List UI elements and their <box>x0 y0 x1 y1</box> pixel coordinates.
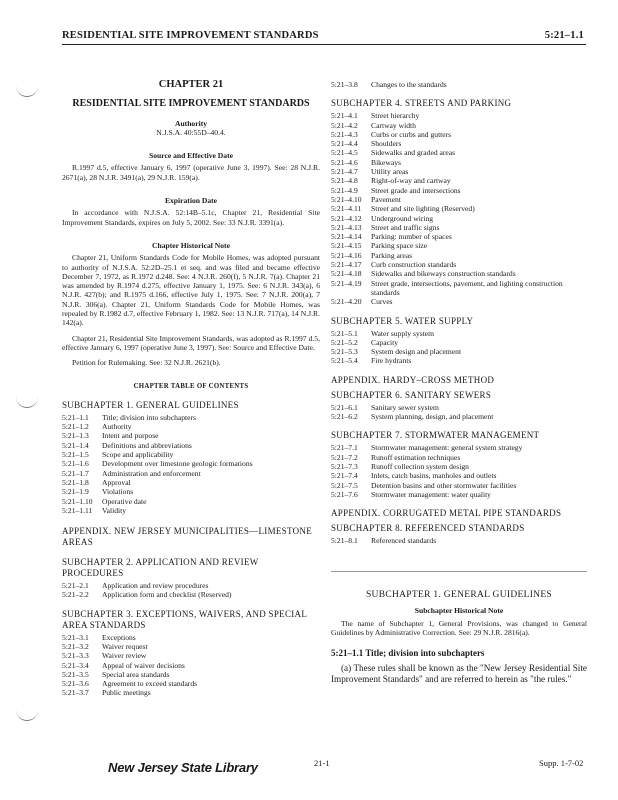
toc-item-title: Parking: number of spaces <box>371 232 452 242</box>
toc-item-number: 5:21–1.7 <box>62 468 89 478</box>
toc-item-number: 5:21–3.1 <box>62 632 89 642</box>
toc-item <box>331 443 587 452</box>
toc-list <box>62 581 320 600</box>
toc-item-title: Sidewalks and bikeways construction standards <box>371 269 516 279</box>
toc-item-number: 5:21–4.6 <box>331 157 358 167</box>
library-stamp: New Jersey State Library <box>108 760 258 775</box>
toc-item-number: 5:21–4.18 <box>331 269 362 279</box>
toc-item-title: Street grade and intersections <box>371 185 461 195</box>
toc-subchapter-heading: SUBCHAPTER 1. GENERAL GUIDELINES <box>62 399 239 410</box>
toc-item-title: Changes to the standards <box>371 80 447 89</box>
toc-item-number: 5:21–1.5 <box>62 450 89 460</box>
toc-item <box>331 329 587 338</box>
note-heading: Subchapter Historical Note <box>414 606 504 616</box>
toc-list <box>331 329 587 366</box>
toc-item-number: 5:21–4.11 <box>331 204 362 214</box>
toc-item-number: 5:21–1.10 <box>62 496 93 506</box>
toc-item-title: Shoulders <box>371 139 402 149</box>
toc-item <box>331 251 587 260</box>
toc-item-title: Stormwater management: water quality <box>371 489 491 499</box>
toc-item-number: 5:21–1.2 <box>62 422 89 432</box>
toc-item-number: 5:21–7.4 <box>331 471 358 481</box>
toc-item-title: Operative date <box>102 496 147 506</box>
toc-item <box>62 422 320 431</box>
toc-item <box>331 158 587 167</box>
toc-item-title: Parking space size <box>371 241 428 251</box>
toc-item-title: Approval <box>102 477 131 487</box>
toc-item <box>331 356 587 365</box>
toc-item <box>331 186 587 195</box>
toc-item-title: Stormwater management: general system strategy <box>371 443 523 453</box>
toc-item-title: Cartway width <box>371 120 416 130</box>
toc-item <box>62 506 320 515</box>
toc-item-number: 5:21–4.16 <box>331 250 362 260</box>
toc-item-title: Sanitary sewer system <box>371 402 439 412</box>
expiration-heading: Expiration Date <box>164 196 218 206</box>
toc-item-title: Application and review procedures <box>102 581 209 591</box>
toc-item-number: 5:21–3.2 <box>62 641 89 651</box>
toc-item <box>62 688 320 697</box>
page-number: 21-1 <box>314 758 330 768</box>
section-heading: 5:21–1.1 Title; division into subchapters <box>331 648 485 659</box>
toc-list <box>331 403 587 422</box>
toc-item-title: Street and site lighting (Reserved) <box>371 204 475 214</box>
section-text: (a) These rules shall be known as the "New Jersey Residential Site Improvement Standards" and are referred to herein as "the rules." <box>331 662 587 685</box>
running-header <box>62 30 584 41</box>
toc-item-number: 5:21–7.3 <box>331 461 358 471</box>
toc-item-number: 5:21–1.8 <box>62 477 89 487</box>
toc-item-number: 5:21–4.14 <box>331 232 362 242</box>
toc-item <box>62 661 320 670</box>
toc-item-number: 5:21–5.3 <box>331 347 358 357</box>
toc-item <box>331 490 587 499</box>
toc-list <box>331 536 587 545</box>
toc-item-title: Curb construction standards <box>371 260 457 270</box>
chapter-label: CHAPTER 21 <box>158 79 224 90</box>
toc-item-number: 5:21–1.11 <box>62 505 93 515</box>
toc-item-number: 5:21–1.6 <box>62 459 89 469</box>
toc-subchapter-heading: SUBCHAPTER 8. REFERENCED STANDARDS <box>331 523 525 534</box>
toc-item-title: Referenced standards <box>371 536 437 546</box>
toc-item-number: 5:21–3.8 <box>331 80 358 89</box>
toc-item <box>331 241 587 250</box>
toc-item-title: Fire hydrants <box>371 356 412 366</box>
toc-item-title: Scope and applicability <box>102 450 174 460</box>
toc-item-number: 5:21–1.4 <box>62 440 89 450</box>
toc-item-title: Definitions and abbreviations <box>102 440 192 450</box>
toc-list <box>62 633 320 698</box>
toc-item-number: 5:21–4.4 <box>331 139 358 149</box>
toc-item <box>62 413 320 422</box>
toc-item <box>331 167 587 176</box>
toc-item <box>331 130 587 139</box>
toc-item-title: Water supply system <box>371 328 435 338</box>
toc-item-title: Agreement to exceed standards <box>102 679 198 689</box>
margin-mark <box>16 395 38 408</box>
toc-item-number: 5:21–3.5 <box>62 669 89 679</box>
toc-item <box>331 80 587 89</box>
right-column <box>331 80 587 686</box>
toc-item-title: Violations <box>102 487 134 497</box>
toc-list <box>331 443 587 499</box>
toc-item-number: 5:21–7.6 <box>331 489 358 499</box>
toc-item-title: Sidewalks and graded areas <box>371 148 456 158</box>
toc-item-title: Capacity <box>371 337 398 347</box>
toc-item-number: 5:21–4.13 <box>331 222 362 232</box>
toc-item-title: Appeal of waiver decisions <box>102 660 185 670</box>
toc-item-number: 5:21–7.5 <box>331 480 358 490</box>
toc-item-title: Special area standards <box>102 669 170 679</box>
header-section-number: 5:21–1.1 <box>544 30 584 41</box>
toc-subchapter-heading: SUBCHAPTER 7. STORMWATER MANAGEMENT <box>331 430 540 441</box>
toc-item-title: Exceptions <box>102 632 136 642</box>
toc-item-title: Inlets, catch basins, manholes and outlets <box>371 471 497 481</box>
toc-item-title: Detention basins and other stormwater facilities <box>371 480 517 490</box>
toc-item-title: Street hierarchy <box>371 111 420 121</box>
toc-item-number: 5:21–6.1 <box>331 402 358 412</box>
toc-item-number: 5:21–4.8 <box>331 176 358 186</box>
toc-item-title: Right-of-way and cartway <box>371 176 451 186</box>
toc-item <box>62 431 320 440</box>
toc-item-title: Runoff estimation techniques <box>371 452 461 462</box>
toc-item-title: Application form and checklist (Reserved) <box>102 590 232 600</box>
toc-item <box>62 469 320 478</box>
toc-item <box>62 633 320 642</box>
toc-item-number: 5:21–4.10 <box>331 194 362 204</box>
toc-item <box>331 204 587 213</box>
toc-item <box>331 462 587 471</box>
toc-item-title: Parking areas <box>371 250 413 260</box>
toc-item-title: Underground wiring <box>371 213 434 223</box>
toc-subchapter-heading: SUBCHAPTER 4. STREETS AND PARKING <box>331 98 512 109</box>
toc-item <box>331 214 587 223</box>
body-subchapter-heading: SUBCHAPTER 1. GENERAL GUIDELINES <box>365 590 553 601</box>
toc-item <box>331 139 587 148</box>
margin-mark <box>16 84 38 97</box>
toc-item-title: Development over limestone geologic formations <box>102 459 253 469</box>
note-text: The name of Subchapter 1, General Provisions, was changed to General Guidelines by Administrative Correction. See: 29 N.J.R. 2816(a). <box>331 618 587 637</box>
toc-list <box>331 111 587 306</box>
toc-item-title: Validity <box>102 505 127 515</box>
section-divider <box>331 571 587 572</box>
toc-item <box>331 111 587 120</box>
toc-item <box>62 478 320 487</box>
toc-item-number: 5:21–8.1 <box>331 536 358 546</box>
toc-item-number: 5:21–1.9 <box>62 487 89 497</box>
toc-subchapter-heading: SUBCHAPTER 3. EXCEPTIONS, WAIVERS, AND SPECIAL AREA STANDARDS <box>62 608 307 630</box>
toc-item <box>331 453 587 462</box>
toc-item <box>331 176 587 185</box>
toc-item-number: 5:21–4.19 <box>331 278 362 288</box>
toc-item-title: Title; division into subchapters <box>102 412 197 422</box>
toc-item <box>331 347 587 356</box>
toc-item <box>331 536 587 545</box>
toc-item <box>331 412 587 421</box>
toc-item <box>62 441 320 450</box>
toc-item-title: Waiver review <box>102 651 147 661</box>
toc-item-number: 5:21–4.5 <box>331 148 358 158</box>
toc-item-number: 5:21–3.6 <box>62 679 89 689</box>
toc-item-title: Public meetings <box>102 688 151 698</box>
toc-item-number: 5:21–2.2 <box>62 590 89 600</box>
toc-item <box>331 279 587 298</box>
toc-item <box>331 232 587 241</box>
toc-item-title: Administration and enforcement <box>102 468 201 478</box>
toc-item-title: Street grade, intersections, pavement, and lighting construction standards <box>371 278 563 297</box>
toc-item-title: Pavement <box>371 194 401 204</box>
toc-item <box>331 121 587 130</box>
toc-item-number: 5:21–3.3 <box>62 651 89 661</box>
history-heading: Chapter Historical Note <box>152 240 230 250</box>
toc-item <box>62 487 320 496</box>
toc-item <box>331 223 587 232</box>
toc-heading: CHAPTER TABLE OF CONTENTS <box>133 382 249 390</box>
toc-item-number: 5:21–4.9 <box>331 185 358 195</box>
toc-item-title: Intent and purpose <box>102 431 159 441</box>
toc-item <box>331 297 587 306</box>
toc-item-title: Curves <box>371 297 393 307</box>
source-heading: Source and Effective Date <box>148 151 233 161</box>
supplement-date: Supp. 1-7-02 <box>539 758 584 768</box>
toc-item-title: Runoff collection system design <box>371 461 469 471</box>
toc-item-number: 5:21–3.7 <box>62 688 89 698</box>
toc-item <box>331 269 587 278</box>
toc-item-title: Curbs or curbs and gutters <box>371 129 452 139</box>
toc-subchapter-heading: SUBCHAPTER 2. APPLICATION AND REVIEW PROCEDURES <box>62 557 259 579</box>
chapter-title: RESIDENTIAL SITE IMPROVEMENT STANDARDS <box>72 98 310 110</box>
authority-heading: Authority <box>174 118 208 128</box>
toc-item-number: 5:21–4.20 <box>331 297 362 307</box>
toc-item-title: Waiver request <box>102 641 148 651</box>
toc-item <box>62 670 320 679</box>
left-column <box>62 78 320 698</box>
toc-item-number: 5:21–7.1 <box>331 443 358 453</box>
toc-item <box>62 450 320 459</box>
toc-item-number: 5:21–5.1 <box>331 328 358 338</box>
toc-item-title: Street and traffic signs <box>371 222 440 232</box>
toc-item-title: Authority <box>102 422 132 432</box>
expiration-text: In accordance with N.J.S.A. 52:14B–5.1c, Chapter 21, Residential Site Improvement Standards, expires on July 5, 2002. See: 33 N.J.R. 3391(a). <box>62 208 320 227</box>
margin-mark <box>16 708 38 721</box>
toc-item <box>331 195 587 204</box>
history-paragraph: Chapter 21, Uniform Standards Code for Mobile Homes, was adopted pursuant to authority of N.J.S.A. 52:2D–25.1 et seq. and was filed and became effective December 7, 1972, as R.1972 d.248. See: 4 N.J.R. 260(f), 5 N.J.R. 7(a). Chapter 21 was amended by R.1974 d.275, effective January 1, 1975. See: 6 N.J.R. 343(a), 6 N.J.R. 427(b); and R.1975 d.166, effective July 1, 1975. See: 7 N.J.R. 200(a), 7 N.J.R. 306(a). Chapter 21, Uniform Standards Code for Mobile Homes, was repealed by R.1982 d.7, effective February 1, 1982. See: 13 N.J.R. 717(a), 14 N.J.R. 142(a). <box>62 253 320 328</box>
toc-item <box>62 642 320 651</box>
toc-item <box>62 679 320 688</box>
toc-item-title: System planning, design, and placement <box>371 412 494 422</box>
toc-item-number: 5:21–3.4 <box>62 660 89 670</box>
toc-appendix-heading: APPENDIX. NEW JERSEY MUNICIPALITIES—LIMESTONE AREAS <box>62 526 313 548</box>
toc-item-number: 5:21–7.2 <box>331 452 358 462</box>
source-text: R.1997 d.5, effective January 6, 1997 (operative June 3, 1997). See: 28 N.J.R. 2671(a), 28 N.J.R. 3491(a), 29 N.J.R. 159(a). <box>62 163 320 182</box>
toc-item <box>331 338 587 347</box>
history-paragraph: Petition for Rulemaking. See: 32 N.J.R. 2621(b). <box>72 358 221 368</box>
toc-item-number: 5:21–1.1 <box>62 412 89 422</box>
toc-appendix-heading: APPENDIX. CORRUGATED METAL PIPE STANDARDS <box>331 508 562 519</box>
toc-item-number: 5:21–4.12 <box>331 213 362 223</box>
toc-subchapter-heading: SUBCHAPTER 6. SANITARY SEWERS <box>331 389 492 400</box>
toc-item <box>62 651 320 660</box>
toc-item <box>331 148 587 157</box>
toc-item-number: 5:21–4.1 <box>331 111 358 121</box>
toc-item-title: Bikeways <box>371 157 401 167</box>
header-title: RESIDENTIAL SITE IMPROVEMENT STANDARDS <box>62 30 319 41</box>
toc-item <box>62 459 320 468</box>
toc-item-number: 5:21–5.4 <box>331 356 358 366</box>
toc-item <box>331 481 587 490</box>
toc-item-number: 5:21–6.2 <box>331 412 358 422</box>
toc-item <box>331 403 587 412</box>
toc-item-number: 5:21–4.3 <box>331 129 358 139</box>
toc-list <box>62 413 320 515</box>
toc-item <box>62 581 320 590</box>
toc-item-number: 5:21–4.17 <box>331 260 362 270</box>
toc-appendix-heading: APPENDIX. HARDY–CROSS METHOD <box>331 374 495 385</box>
toc-subchapter-heading: SUBCHAPTER 5. WATER SUPPLY <box>331 315 474 326</box>
toc-item-title: System design and placement <box>371 347 462 357</box>
header-rule <box>62 44 586 45</box>
toc-item <box>331 471 587 480</box>
toc-item-number: 5:21–4.2 <box>331 120 358 130</box>
toc-item-number: 5:21–1.3 <box>62 431 89 441</box>
toc-item-number: 5:21–5.2 <box>331 337 358 347</box>
toc-item-number: 5:21–4.7 <box>331 167 358 177</box>
toc-item <box>62 590 320 599</box>
toc-item <box>331 260 587 269</box>
toc-item <box>62 497 320 506</box>
toc-item-number: 5:21–2.1 <box>62 581 89 591</box>
toc-item-number: 5:21–4.15 <box>331 241 362 251</box>
history-paragraph: Chapter 21, Residential Site Improvement Standards, was adopted as R.1997 d.5, effective January 6, 1997 (operative June 3, 1997). See: Source and Effective Date. <box>62 333 320 352</box>
toc-item-title: Utility areas <box>371 167 409 177</box>
authority-text: N.J.S.A. 40:55D–40.4. <box>156 127 226 137</box>
